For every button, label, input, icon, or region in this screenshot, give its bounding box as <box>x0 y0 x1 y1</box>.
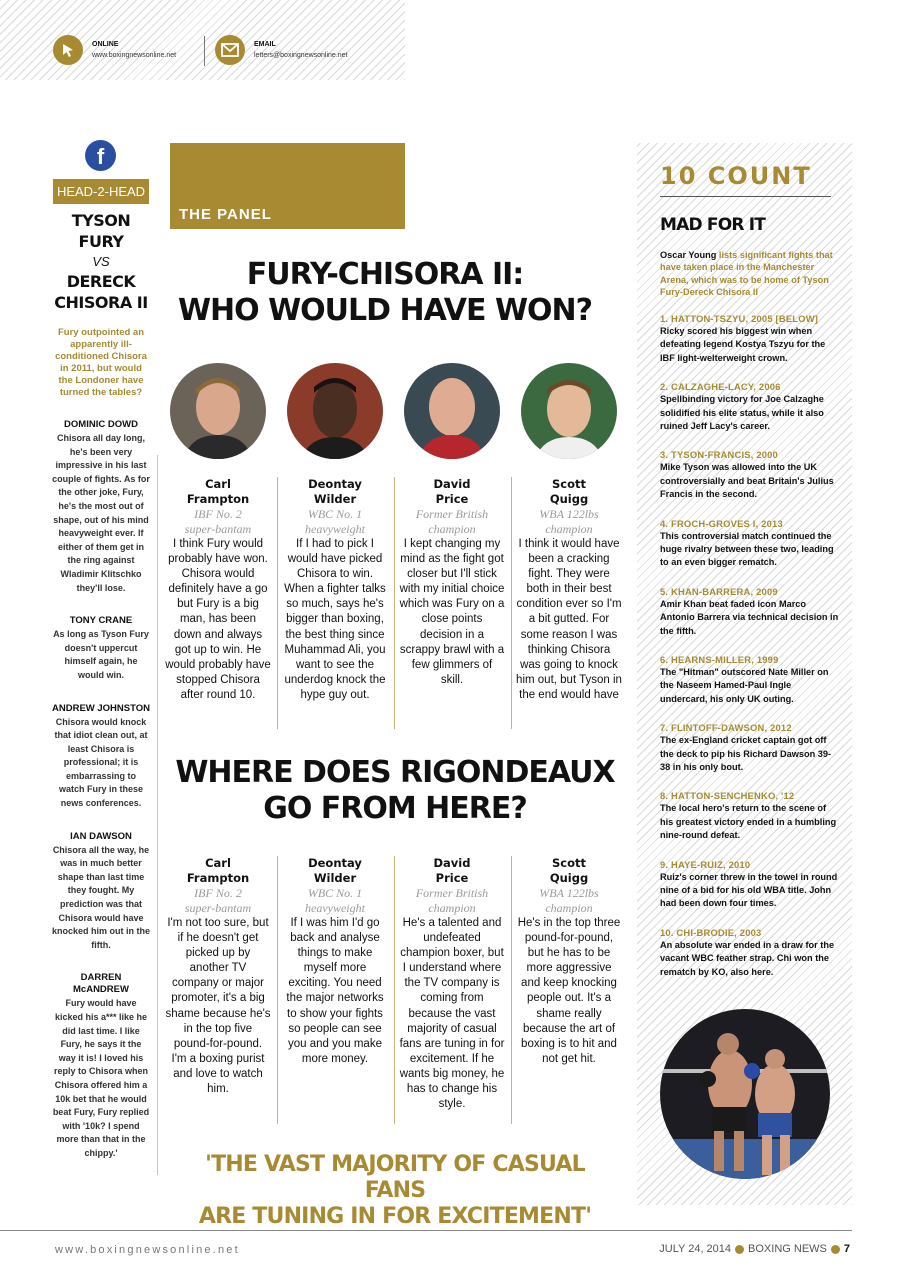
panelist-title: super-bantam <box>184 901 252 915</box>
panelist-last-name: Wilder <box>313 871 357 885</box>
column-divider <box>394 477 395 729</box>
head-to-head-sidebar <box>52 210 150 1161</box>
column-divider <box>394 856 395 1124</box>
pull-quote-line: ARE TUNING IN FOR EXCITEMENT' <box>198 1204 592 1229</box>
online-link[interactable] <box>53 35 176 65</box>
fight-title: 10. CHI-BRODIE, 2003 <box>660 926 762 938</box>
fight-item <box>660 722 840 790</box>
panelist-last-name: Quigg <box>549 871 589 885</box>
panelist-last-name: Frampton <box>186 871 250 885</box>
panelist-column <box>165 856 271 1097</box>
fight-desc: Ruiz's corner threw in the towel in round nine of a bid for his old WBA title. John had been down four times. <box>660 871 838 909</box>
panelist-title: champion <box>545 901 593 915</box>
pull-quote <box>175 1152 615 1230</box>
fighter1-name-line1: TYSON <box>71 211 131 230</box>
fight-item <box>660 654 840 722</box>
headline-line: GO FROM HERE? <box>263 791 527 826</box>
panelist-title: heavyweight <box>305 522 365 536</box>
panelist-first-name: Deontay <box>308 856 362 870</box>
reader-name: DARREN McANDREW <box>73 972 129 996</box>
fight-item <box>660 381 840 449</box>
pull-quote-line: 'THE VAST MAJORITY OF CASUAL FANS <box>205 1152 585 1203</box>
panelist-title: super-bantam <box>184 522 252 536</box>
column-divider <box>511 477 512 729</box>
panelist-first-name: Carl <box>205 856 231 870</box>
footer-folio <box>659 1243 850 1255</box>
email-address[interactable]: letters@boxingnewsonline.net <box>254 52 348 59</box>
reader-text: Chisora would knock that idiot clean out, at least Chisora is professional; it is embarrassing to watch Fury in these news conferences. <box>54 716 148 809</box>
panelist-last-name: Frampton <box>186 492 250 506</box>
panelist-title: champion <box>545 522 593 536</box>
fight-title: 7. FLINTOFF-DAWSON, 2012 <box>660 722 792 734</box>
panelist-title: Former British <box>415 507 489 521</box>
footer-rule <box>0 1230 852 1231</box>
email-label: EMAIL <box>254 41 276 48</box>
reader-name: ANDREW JOHNSTON <box>52 702 150 714</box>
head-to-head-intro: Fury outpointed an apparently ill-conditioned Chisora in 2011, but would the Londoner have turned the tables? <box>55 327 147 398</box>
panelist-answer: I think it would have been a cracking fight. They were both in their best condition ever so I'm a bit gutted. For some reason I was thinking Chisora was going to knock him out, but Tyson in the end would have <box>516 538 622 701</box>
fight-photo <box>660 1009 830 1179</box>
panelist-column <box>282 477 388 703</box>
dot-separator <box>735 1245 744 1254</box>
panelist-answer: I'm not too sure, but if he doesn't get picked up by another TV company or major promoter, it's a big shame because he's in the top five pound-for-pound. I'm a boxing purist and love to watch him. <box>165 917 271 1096</box>
panelist-column <box>399 477 505 688</box>
publication-name: BOXING NEWS <box>748 1243 827 1255</box>
headline-line: WHO WOULD HAVE WON? <box>177 293 593 328</box>
online-url[interactable]: www.boxingnewsonline.net <box>92 52 177 59</box>
reader-text: Chisora all the way, he was in much better shape than last time they fought. My prediction was that Chisora would have knocked him out in the fifth. <box>52 844 151 950</box>
panelist-last-name: Price <box>435 492 469 506</box>
column-divider <box>511 856 512 1124</box>
panelist-answer: If I was him I'd go back and analyse things to make myself more exciting. You need the major networks to show your fights so people can see you and you make more money. <box>286 917 384 1065</box>
reader-text: Fury would have kicked his a*** like he did last time. I like Fury, he says it the way it is! I loved his reply to Chisora when Chisora offered him a 10k bet that he would beat Fury, Fury replied with '10k? I spend more than that in the chippy.' <box>52 998 150 1158</box>
panelist-column <box>399 856 505 1112</box>
reader-text: As long as Tyson Fury doesn't uppercut himself again, he would win. <box>53 629 149 680</box>
panelist-title: WBA 122lbs <box>539 507 599 521</box>
facebook-icon[interactable]: f <box>85 140 116 171</box>
panelist-column <box>282 856 388 1067</box>
panelist-title: WBC No. 1 <box>307 507 363 521</box>
fighter2-name-line1: DERECK <box>66 272 136 291</box>
fight-title: 8. HATTON-SENCHENKO, '12 <box>660 790 795 802</box>
ten-count-intro <box>660 249 835 298</box>
heading-rule <box>660 196 831 197</box>
avatar-frampton <box>170 363 266 459</box>
panelist-answer: I think Fury would probably have won. Chisora would definitely have a go but Fury is a big man, has been down and always got up to win. He would probably have stopped Chisora after round 10. <box>165 538 271 701</box>
panelist-column <box>516 856 622 1067</box>
head-to-head-badge: HEAD-2-HEAD <box>53 179 149 204</box>
panel-banner-label: THE PANEL <box>179 206 272 223</box>
panelist-title: champion <box>428 522 476 536</box>
panelist-answer: If I had to pick I would have picked Chisora to win. When a fighter talks so much, says he's bigger than boxing, the best thing since Muhammad Ali, you want to see the underdog knock the hype guy out. <box>284 538 386 701</box>
fighter1-name-line2: FURY <box>78 232 124 251</box>
panelist-title: champion <box>428 901 476 915</box>
panelist-first-name: David <box>433 477 471 491</box>
fight-list <box>660 313 840 995</box>
fight-item <box>660 859 840 927</box>
avatar-price <box>404 363 500 459</box>
fight-item <box>660 790 840 858</box>
ten-count-subheading: MAD FOR IT <box>660 215 766 235</box>
fighter2-name-line2: CHISORA II <box>54 293 148 312</box>
panelist-title: WBA 122lbs <box>539 886 599 900</box>
panelist-title: IBF No. 2 <box>194 886 242 900</box>
cursor-icon <box>53 35 83 65</box>
fight-desc: Spellbinding victory for Joe Calzaghe solidified his elite status, while it also ruined Jeff Lacy's career. <box>660 394 824 431</box>
headline-fury-chisora <box>175 257 595 329</box>
panelist-answer: He's in the top three pound-for-pound, but he has to be more aggressive and keep knocking people out. It's a shame really because the art of boxing is to hit and not get hit. <box>517 917 621 1065</box>
column-divider <box>277 477 278 729</box>
sidebar-divider <box>157 455 158 1175</box>
fight-desc: The ex-England cricket captain got off the deck to pip his Richard Dawson 39-38 in his only bout. <box>660 735 832 772</box>
panelist-last-name: Price <box>435 871 469 885</box>
panelist-title: IBF No. 2 <box>194 507 242 521</box>
panelist-title: WBC No. 1 <box>307 886 363 900</box>
headline-line: FURY-CHISORA II: <box>246 257 524 292</box>
panel-banner <box>170 143 405 229</box>
panelist-answer: He's a talented and undefeated champion boxer, but I understand where the TV company is coming from because the vast majority of casual fans are tuning in for excitement. If he wants big money, he has to change his style. <box>399 917 505 1111</box>
ten-count-box <box>637 143 852 1205</box>
reader-text: Chisora all day long, he's been very impressive in his last couple of fights. As for the other joke, Fury, he's the most out of shape, out of his mind heavyweight ever. If either of them get in the ring against Wladimir Klitschko they'll lose. <box>52 433 150 593</box>
envelope-icon <box>215 35 245 65</box>
fight-title: 5. KHAN-BARRERA, 2009 <box>660 585 778 597</box>
online-label: ONLINE <box>92 41 119 48</box>
panelist-first-name: Carl <box>205 477 231 491</box>
fight-title: 4. FROCH-GROVES I, 2013 <box>660 517 783 529</box>
fight-desc: The "Hitman" outscored Nate Miller on the Naseem Hamed-Paul Ingle undercard, his only UK outing. <box>660 666 829 704</box>
fight-desc: The local hero's return to the scene of his greatest victory ended in a humbling nine-round defeat. <box>660 803 837 841</box>
fight-title: 2. CALZAGHE-LACY, 2006 <box>660 381 781 393</box>
fight-title: 3. TYSON-FRANCIS, 2000 <box>660 449 778 461</box>
footer-url[interactable]: www.boxingnewsonline.net <box>55 1244 240 1256</box>
divider <box>204 36 205 66</box>
avatar-quigg <box>521 363 617 459</box>
fight-title: 6. HEARNS-MILLER, 1999 <box>660 653 779 665</box>
reader-comment <box>52 419 150 595</box>
panelist-last-name: Wilder <box>313 492 357 506</box>
reader-comment <box>52 703 150 811</box>
fight-item <box>660 313 840 381</box>
contact-strip <box>0 0 405 80</box>
fight-title: 1. HATTON-TSZYU, 2005 [BELOW] <box>660 313 819 324</box>
reader-name: IAN DAWSON <box>70 830 132 842</box>
panelist-column <box>516 477 622 703</box>
panelist-column <box>165 477 271 703</box>
panelist-first-name: Deontay <box>308 477 362 491</box>
fight-item <box>660 927 840 995</box>
fight-desc: Amir Khan beat faded icon Marco Antonio Barrera via technical decision in the fifth. <box>660 598 839 636</box>
issue-date: JULY 24, 2014 <box>659 1243 732 1255</box>
headline-rigondeaux <box>175 755 615 827</box>
panelist-first-name: Scott <box>552 856 586 870</box>
fight-item <box>660 586 840 654</box>
avatar-wilder <box>287 363 383 459</box>
fight-desc: This controversial match continued the huge rivalry between these two, leading to an even bigger rematch. <box>660 530 834 568</box>
fight-item <box>660 518 840 586</box>
fight-item <box>660 449 840 517</box>
intro-text: lists significant fights that have taken place in the Manchester Arena, which was to be home of Tyson Fury-Dereck Chisora II <box>660 250 833 297</box>
reader-comment <box>52 972 150 1160</box>
dot-separator <box>831 1245 840 1254</box>
column-divider <box>277 856 278 1124</box>
page-number: 7 <box>843 1243 850 1255</box>
reader-comment <box>52 831 150 953</box>
intro-author: Oscar Young <box>660 250 717 260</box>
fight-title: 9. HAYE-RUIZ, 2010 <box>660 858 751 870</box>
panelist-last-name: Quigg <box>549 492 589 506</box>
panelist-answer: I kept changing my mind as the fight got closer but I'll stick with my initial choice which was Fury on a close points decision in a scrappy brawl with a few glimmers of skill. <box>399 538 505 686</box>
panelist-title: Former British <box>415 886 489 900</box>
fight-desc: An absolute war ended in a draw for the vacant WBC feather strap. Chi won the rematch by KO, also here. <box>660 939 835 977</box>
reader-name: DOMINIC DOWD <box>64 419 138 430</box>
panelist-title: heavyweight <box>305 901 365 915</box>
headline-line: WHERE DOES RIGONDEAUX <box>175 755 615 790</box>
reader-name: TONY CRANE <box>69 615 133 627</box>
fight-desc: Mike Tyson was allowed into the UK controversially and beat Britain's Julius Francis in the second. <box>660 462 834 500</box>
panelist-first-name: Scott <box>552 477 586 491</box>
ten-count-heading: 10 COUNT <box>660 162 812 190</box>
email-link[interactable] <box>215 35 348 65</box>
reader-comment <box>52 615 150 682</box>
fight-desc: Ricky scored his biggest win when defeating legend Kostya Tszyu for the IBF light-welterweight crown. <box>660 326 826 363</box>
panelist-first-name: David <box>433 856 471 870</box>
versus-label: VS <box>92 254 110 269</box>
